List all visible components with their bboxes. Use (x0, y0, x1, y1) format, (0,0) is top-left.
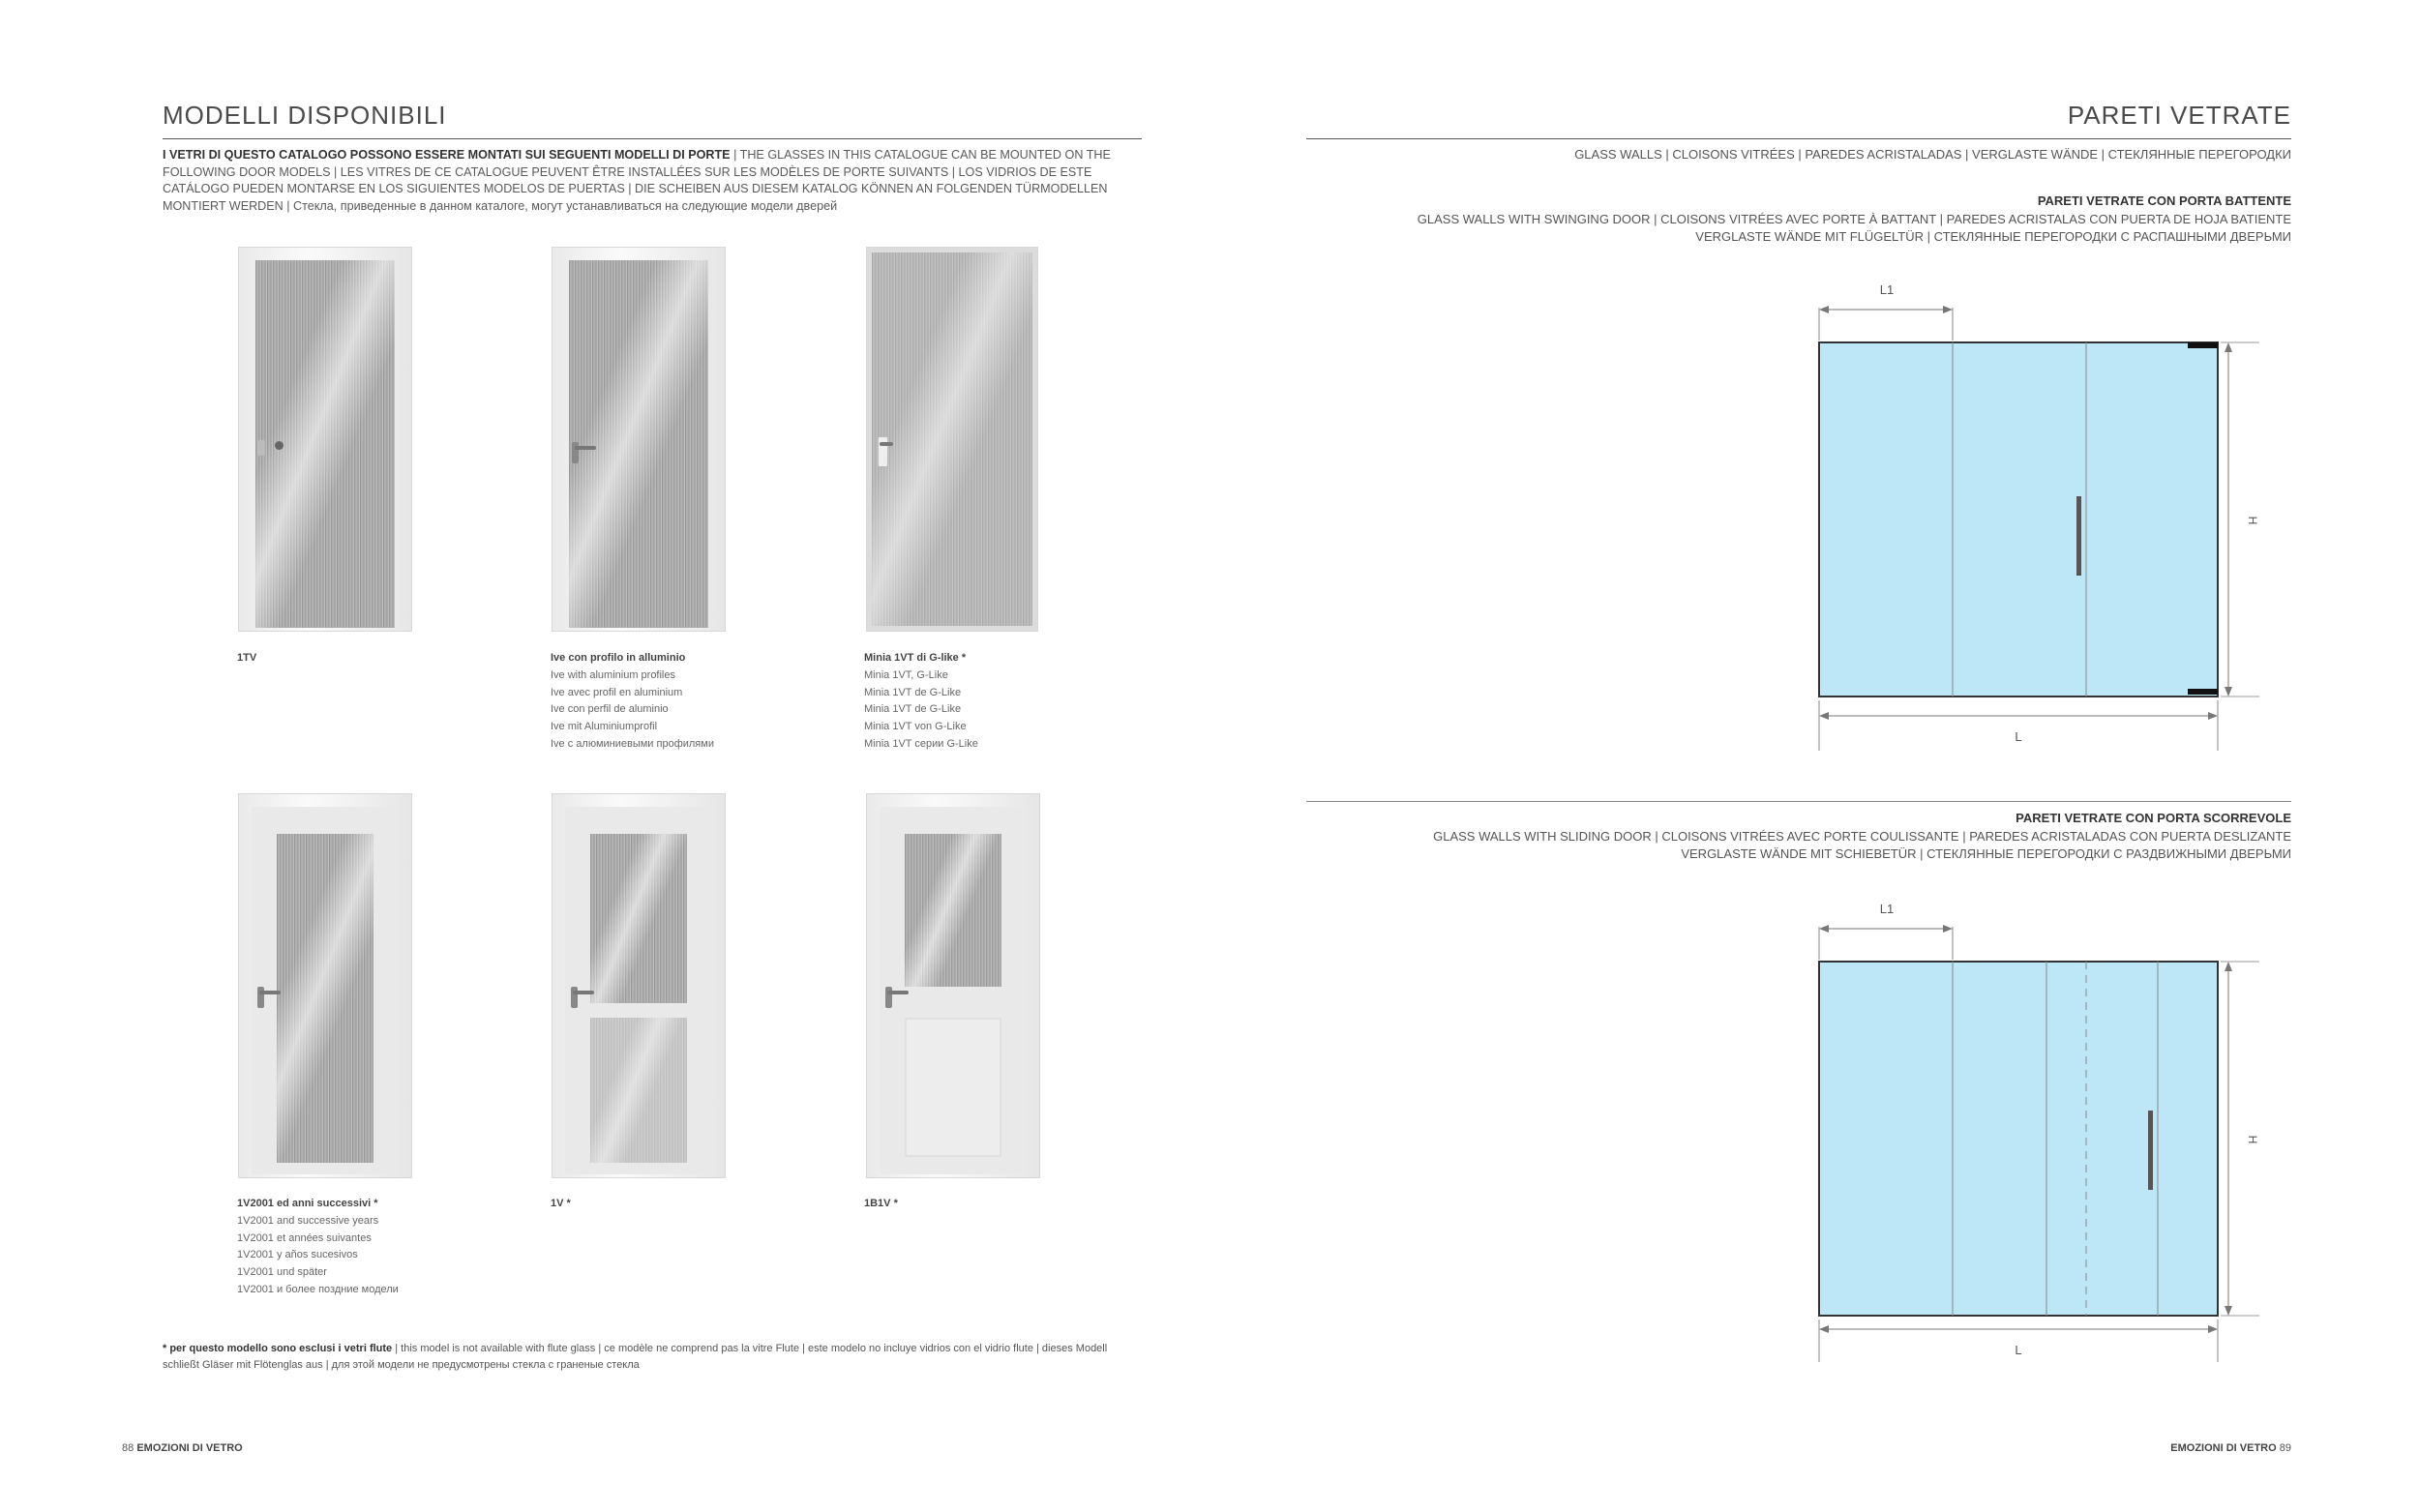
dim-label-h: H (2246, 516, 2259, 525)
door-image-1v2001 (238, 793, 412, 1178)
intro-bold: I VETRI DI QUESTO CATALOGO POSSONO ESSERE MONTATI SUI SEGUENTI MODELLI DI PORTE (163, 148, 731, 162)
caption-line: Ive mit Aluminiumprofil (551, 721, 658, 733)
page-label: EMOZIONI DI VETRO (136, 1442, 243, 1454)
section2-line2: VERGLASTE WÄNDE MIT SCHIEBETÜR | СТЕКЛЯННЫЕ ПЕРЕГОРОДКИ С РАЗДВИЖНЫМИ ДВЕРЬМИ (1681, 846, 2291, 861)
sliding-door-diagram (1800, 890, 2284, 1383)
arrowhead (1819, 712, 1829, 720)
caption-line: Minia 1VT серии G-Like (864, 737, 978, 750)
arrowhead (2225, 342, 2232, 352)
door-handle (2076, 496, 2081, 576)
hinge-bottom (2188, 689, 2218, 695)
arrowhead (2208, 712, 2218, 720)
caption-title: 1B1V * (864, 1198, 898, 1209)
footnote-rest: | this model is not available with flute glass | ce modèle ne comprend pas la vitre Flute | este modelo no incluye vidrios con el vidrio flute | dieses Modell schließt Gläser mit Flötenglas aus | для этой модели не предусмотрены стекла с граненые стекла (163, 1343, 1108, 1371)
arrowhead (2225, 962, 2232, 971)
caption-line: Ive con perfil de aluminio (551, 703, 669, 716)
caption-1v2001 (237, 1196, 508, 1299)
dim-label-l1: L1 (1879, 902, 1895, 916)
dim-label-l1: L1 (1879, 282, 1895, 297)
arrowhead (2208, 1325, 2218, 1333)
arrowhead (1943, 925, 1953, 933)
caption-line: Minia 1VT de G-Like (864, 703, 962, 716)
door-image-minia (866, 247, 1038, 632)
title-rule-left (163, 138, 1142, 139)
dim-label-l: L (2015, 1343, 2022, 1357)
title-rule-right (1306, 138, 2291, 139)
caption-title: Minia 1VT di G-like * (864, 652, 967, 664)
door-image-1b1v (866, 793, 1040, 1178)
page-number: 88 (122, 1442, 134, 1454)
page-title-left: MODELLI DISPONIBILI (163, 101, 447, 130)
caption-ive (551, 650, 802, 754)
caption-1b1v (864, 1196, 1058, 1213)
door-image-1tv (238, 247, 412, 632)
caption-line: 1V2001 y años sucesivos (237, 1249, 358, 1261)
arrowhead (2225, 1306, 2232, 1316)
section1-title: PARETI VETRATE CON PORTA BATTENTE (2037, 193, 2291, 208)
dim-label-l: L (2015, 729, 2022, 744)
dim-label-h: H (2246, 1135, 2259, 1144)
footnote-bold: * per questo modello sono esclusi i vetri flute (163, 1343, 393, 1354)
footnote (163, 1341, 1140, 1373)
door-image-ive (552, 247, 726, 632)
glass-wall (1819, 342, 2218, 697)
caption-1v (551, 1196, 744, 1213)
caption-1tv (237, 650, 469, 667)
page-number: 89 (2279, 1442, 2291, 1454)
caption-line: Minia 1VT, G-Like (864, 668, 948, 681)
section1-line2: VERGLASTE WÄNDE MIT FLÜGELTÜR | СТЕКЛЯННЫЕ ПЕРЕГОРОДКИ С РАСПАШНЫМИ ДВЕРЬМИ (1695, 229, 2291, 244)
caption-minia (864, 650, 1116, 754)
caption-line: Minia 1VT de G-Like (864, 686, 962, 698)
arrowhead (1819, 925, 1829, 933)
section2-line1: GLASS WALLS WITH SLIDING DOOR | CLOISONS VITRÉES AVEC PORTE COULISSANTE | PAREDES ACRISTALADAS CON PUERTA DESLIZANTE (1433, 829, 2291, 844)
swinging-door-diagram (1800, 271, 2284, 774)
page-footer-left (122, 1442, 243, 1454)
caption-line: 1V2001 et années suivantes (237, 1231, 372, 1244)
caption-line: Minia 1VT von G-Like (864, 721, 967, 733)
caption-line: 1V2001 и более поздние модели (237, 1283, 399, 1295)
caption-line: Ive avec profil en aluminium (551, 686, 683, 698)
section-divider (1306, 801, 2291, 802)
hinge-top (2188, 342, 2218, 348)
caption-title: 1TV (237, 652, 257, 664)
arrowhead (1943, 306, 1953, 313)
door-image-1v (552, 793, 726, 1178)
caption-line: 1V2001 and successive years (237, 1214, 379, 1227)
caption-line: Ive with aluminium profiles (551, 668, 675, 681)
door-handle (2148, 1111, 2153, 1190)
arrowhead (1819, 1325, 1829, 1333)
caption-title: 1V2001 ed anni successivi * (237, 1198, 378, 1209)
section1-line1: GLASS WALLS WITH SWINGING DOOR | CLOISONS VITRÉES AVEC PORTE À BATTANT | PAREDES ACRISTALAS CON PUERTA DE HOJA BATIENTE (1417, 212, 2291, 226)
section2-title: PARETI VETRATE CON PORTA SCORREVOLE (2016, 811, 2291, 825)
page-label: EMOZIONI DI VETRO (2170, 1442, 2277, 1454)
arrowhead (1819, 306, 1829, 313)
caption-line: 1V2001 und später (237, 1266, 327, 1279)
caption-title: Ive con profilo in alluminio (551, 652, 686, 664)
page-title-right: PARETI VETRATE (2067, 101, 2291, 130)
caption-title: 1V * (551, 1198, 571, 1209)
intro-text (163, 147, 1140, 215)
page-footer-right (2170, 1442, 2291, 1454)
arrowhead (2225, 687, 2232, 697)
right-subtitle: GLASS WALLS | CLOISONS VITRÉES | PAREDES ACRISTALADAS | VERGLASTE WÄNDE | СТЕКЛЯННЫЕ ПЕРЕГОРОДКИ (1574, 147, 2291, 162)
caption-line: Ive с алюминиевыми профилями (551, 737, 714, 750)
intro-rest: | THE GLASSES IN THIS CATALOGUE CAN BE MOUNTED ON THE FOLLOWING DOOR MODELS | LES VITRES DE CE CATALOGUE PEUVENT ÊTRE INSTALLÉES SUR LES MODÈLES DE PORTE SUIVANTS | LOS VIDRIOS DE ESTE CATÁLOGO PUEDEN MONTARSE EN LOS SIGUIENTES MODELOS DE PUERTAS | DIE SCHEIBEN AUS DIESEM KATALOG KÖNNEN AN FOLGENDEN TÜRMODELLEN MONTIERT WERDEN | Стекла, приведенные в данном каталоге, могут устанавливаться на следующие модели дверей (163, 148, 1111, 213)
